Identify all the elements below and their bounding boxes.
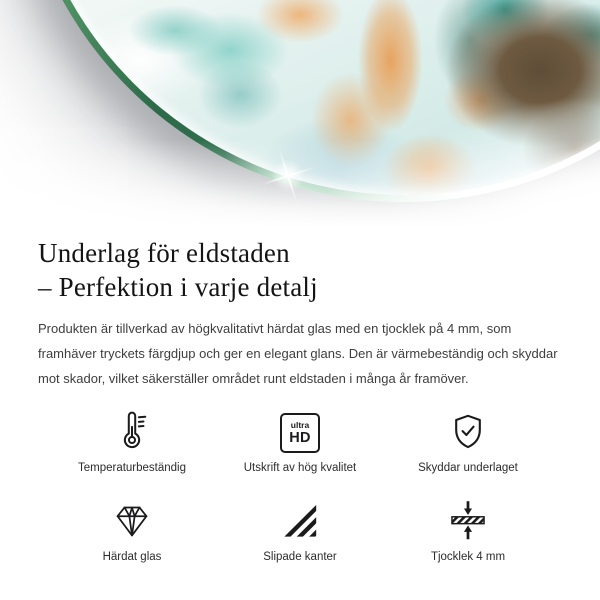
feature-temperature xyxy=(48,407,216,474)
product-info-section xyxy=(0,232,600,563)
diamond-icon xyxy=(111,496,153,542)
ultra-hd-icon-text-top: ultra xyxy=(290,420,310,430)
feature-label: Utskrift av hög kvalitet xyxy=(243,462,357,474)
product-description: Produkten är tillverkad av högkvalitativt härdat glas med en tjocklek på 4 mm, som framhäver tryckets färgdjup och ger en elegant glans. Den är värmebeständig och skyddar mot skador, vilket säkerställer området runt eldstaden i många år framöver. xyxy=(38,321,558,386)
feature-protects-surface xyxy=(384,407,552,474)
beveled-edges-icon xyxy=(279,496,321,542)
feature-print-quality xyxy=(216,407,384,474)
feature-tempered-glass xyxy=(48,496,216,563)
product-image xyxy=(0,0,600,232)
feature-label: Härdat glas xyxy=(102,551,162,563)
ultra-hd-icon-text-bottom: HD xyxy=(289,429,311,446)
feature-grid xyxy=(48,407,552,563)
thickness-icon xyxy=(446,496,490,542)
image-fade-overlay xyxy=(0,0,600,232)
feature-thickness xyxy=(384,496,552,563)
feature-label: Slipade kanter xyxy=(263,551,337,563)
thermometer-icon xyxy=(110,407,154,453)
page-title-line2: – Perfektion i varje detalj xyxy=(38,272,318,302)
feature-label: Tjocklek 4 mm xyxy=(430,551,506,563)
feature-label: Temperaturbeständig xyxy=(77,462,187,474)
page-title-line1: Underlag för eldstaden xyxy=(38,238,290,268)
ultra-hd-icon xyxy=(280,407,320,453)
shield-check-icon xyxy=(447,407,489,453)
feature-label: Skyddar underlaget xyxy=(418,462,518,474)
feature-polished-edges xyxy=(216,496,384,563)
page-title xyxy=(38,236,562,304)
